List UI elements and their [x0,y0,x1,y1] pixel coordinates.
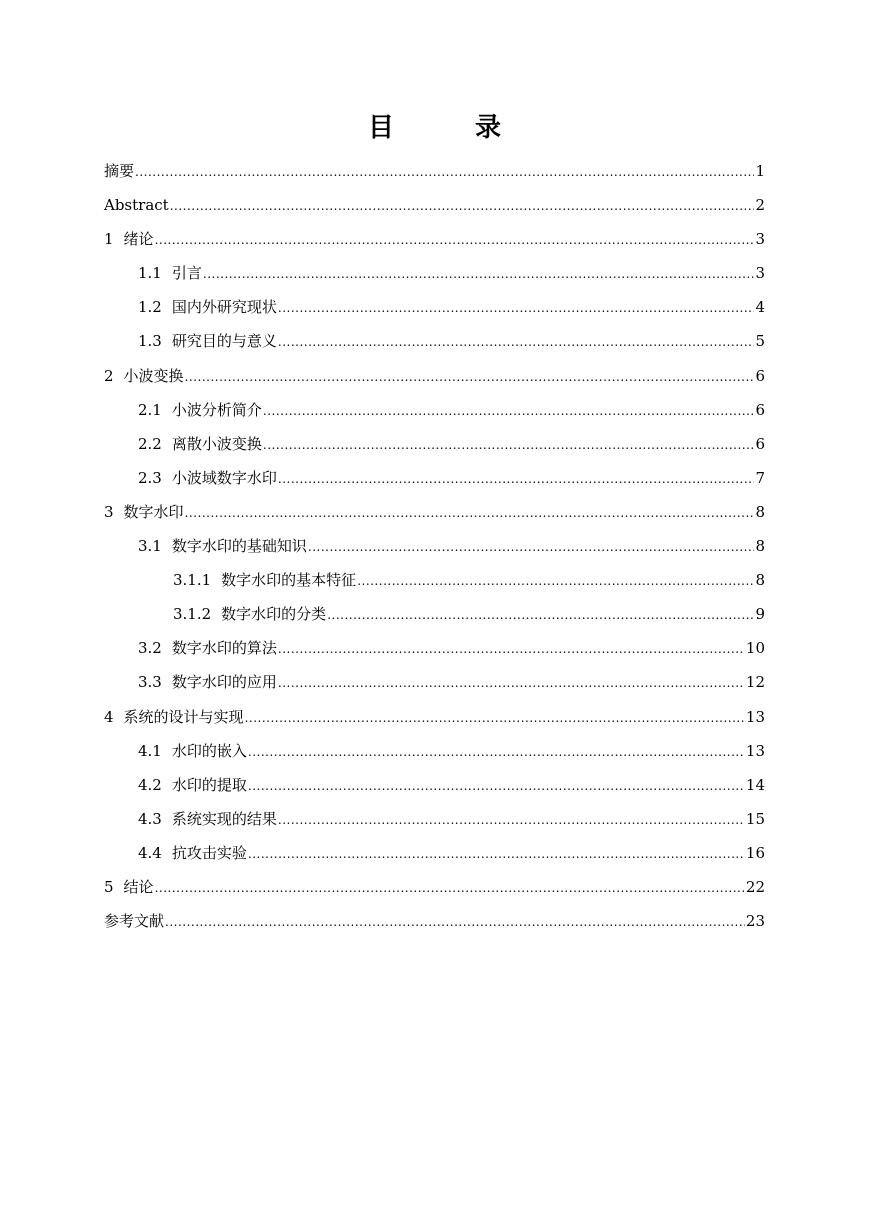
toc-entry-label: 摘要 [104,162,135,180]
toc-entry-page-number: 9 [755,605,765,624]
toc-entry-number: 4.1 [138,741,162,760]
dot-leader [327,598,754,632]
toc-entry[interactable] [104,768,765,802]
toc-entry-number: 2 [104,366,114,385]
toc-entry[interactable] [104,563,765,597]
dot-leader [165,905,745,939]
toc-entry[interactable] [104,359,765,393]
dot-leader [170,189,755,223]
toc-entry[interactable] [104,461,765,495]
toc-entry-label: Abstract [104,196,169,215]
dot-leader [185,496,755,530]
toc-entry-number: 3.2 [138,639,162,658]
toc-entry[interactable] [104,631,765,665]
dot-leader [278,632,745,666]
toc-entry-page-number: 12 [745,673,765,692]
toc-entry-page-number: 15 [745,809,765,828]
toc-entry-number: 3.3 [138,673,162,692]
toc-entry-label: 系统实现的结果 [171,809,277,828]
toc-entry-label: 结论 [123,877,154,896]
toc-entry[interactable] [104,188,765,222]
page-title: 目 录 [367,113,538,143]
toc-entry-page-number: 4 [755,298,765,317]
dot-leader [278,291,755,325]
dot-leader [135,155,754,189]
dot-leader [263,394,755,428]
toc-entry-number: 4.3 [138,809,162,828]
toc-entry-number: 4.4 [138,843,162,862]
dot-leader [155,223,755,257]
table-of-contents [104,154,765,938]
toc-entry[interactable] [104,427,765,461]
toc-entry[interactable] [104,290,765,324]
toc-entry-page-number: 16 [745,843,765,862]
toc-entry-label: 小波域数字水印 [171,468,277,487]
toc-entry-page-number: 5 [755,332,765,351]
dot-leader [357,564,754,598]
toc-entry-label: 数字水印的算法 [171,639,277,658]
dot-leader [278,803,745,837]
toc-entry[interactable] [104,256,765,290]
toc-entry-number: 1.1 [138,264,162,283]
toc-entry-page-number: 8 [755,537,765,556]
toc-entry-label: 引言 [171,264,202,283]
dot-leader [155,871,745,905]
toc-entry-label: 小波分析简介 [171,400,262,419]
toc-entry-page-number: 13 [745,741,765,760]
toc-entry-page-number: 8 [755,571,765,590]
toc-entry[interactable] [104,734,765,768]
toc-entry-number: 4.2 [138,775,162,794]
toc-entry-number: 1 [104,230,114,249]
toc-entry[interactable] [104,904,765,938]
toc-entry-number: 3.1.1 [173,571,212,590]
toc-entry[interactable] [104,222,765,256]
toc-entry-label: 抗攻击实验 [171,843,247,862]
toc-entry-number: 3.1.2 [173,605,212,624]
toc-entry[interactable] [104,700,765,734]
dot-leader [278,325,755,359]
toc-entry-page-number: 2 [755,196,765,215]
toc-entry-label: 数字水印 [123,502,184,521]
toc-entry-number: 3.1 [138,537,162,556]
toc-entry-label: 水印的提取 [171,775,247,794]
toc-entry-label: 参考文献 [104,912,165,931]
toc-entry-label: 数字水印的分类 [221,605,327,624]
toc-entry-label: 水印的嵌入 [171,741,247,760]
toc-entry-label: 国内外研究现状 [171,298,277,317]
toc-entry-label: 离散小波变换 [171,434,262,453]
dot-leader [308,530,755,564]
toc-entry-number: 5 [104,877,114,896]
toc-entry-label: 数字水印的基本特征 [221,571,357,590]
toc-entry-label: 系统的设计与实现 [123,707,244,726]
toc-entry[interactable] [104,154,765,188]
toc-entry-page-number: 22 [745,877,765,896]
dot-leader [278,462,755,496]
dot-leader [263,428,755,462]
toc-entry-page-number: 23 [745,912,765,931]
toc-entry-number: 4 [104,707,114,726]
toc-entry-page-number: 3 [755,264,765,283]
toc-entry-page-number: 6 [755,400,765,419]
toc-entry-number: 3 [104,502,114,521]
toc-entry[interactable] [104,495,765,529]
toc-entry[interactable] [104,802,765,836]
toc-entry[interactable] [104,597,765,631]
toc-entry-page-number: 8 [755,502,765,521]
toc-entry-page-number: 7 [755,468,765,487]
toc-entry[interactable] [104,529,765,563]
dot-leader [278,666,745,700]
toc-entry-number: 2.2 [138,434,162,453]
toc-entry-number: 2.3 [138,468,162,487]
toc-entry-page-number: 10 [745,639,765,658]
dot-leader [248,769,745,803]
dot-leader [203,257,755,291]
toc-entry-page-number: 14 [745,775,765,794]
toc-entry[interactable] [104,836,765,870]
toc-entry[interactable] [104,870,765,904]
toc-entry-page-number: 6 [755,434,765,453]
toc-entry[interactable] [104,324,765,358]
toc-entry-page-number: 3 [755,230,765,249]
toc-entry[interactable] [104,393,765,427]
toc-entry-number: 2.1 [138,400,162,419]
toc-entry-label: 绪论 [123,230,154,249]
toc-entry-number: 1.3 [138,332,162,351]
toc-entry-label: 小波变换 [123,366,184,385]
toc-entry-number: 1.2 [138,298,162,317]
toc-entry-label: 数字水印的基础知识 [171,537,307,556]
toc-entry-page-number: 13 [745,707,765,726]
dot-leader [185,360,755,394]
toc-entry[interactable] [104,665,765,699]
toc-entry-page-number: 1 [755,162,765,180]
toc-entry-page-number: 6 [755,366,765,385]
toc-entry-label: 研究目的与意义 [171,332,277,351]
toc-entry-label: 数字水印的应用 [171,673,277,692]
dot-leader [248,735,745,769]
dot-leader [248,837,745,871]
dot-leader [245,701,745,735]
